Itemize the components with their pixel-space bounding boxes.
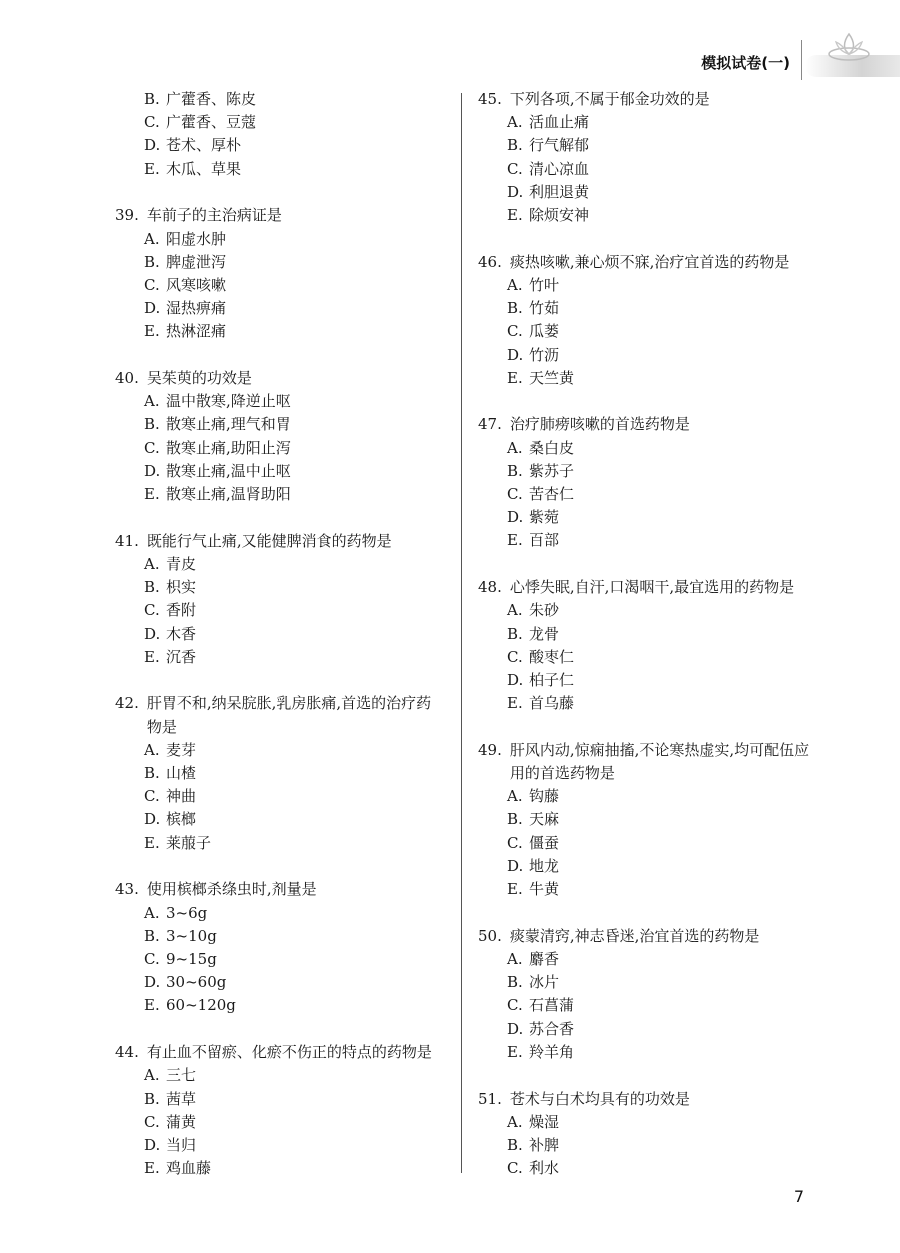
answer-option xyxy=(144,971,445,994)
question-number: 49. xyxy=(478,740,502,759)
option-text: 山楂 xyxy=(166,764,197,783)
answer-option xyxy=(507,1041,813,1064)
answer-option xyxy=(144,553,445,576)
answer-option xyxy=(507,623,813,646)
answer-option xyxy=(144,251,445,274)
question-item xyxy=(478,413,813,552)
option-list xyxy=(144,739,445,855)
question-number: 48. xyxy=(478,578,502,597)
option-label: C. xyxy=(507,159,523,178)
question-text: 肝风内动,惊痫抽搐,不论寒热虚实,均可配伍应用的首选药物是 xyxy=(509,740,810,783)
option-list xyxy=(507,1111,813,1181)
option-label: A. xyxy=(507,601,523,620)
option-text: 神曲 xyxy=(166,787,197,806)
question-item xyxy=(115,1041,445,1180)
option-text: 酸枣仁 xyxy=(529,647,575,666)
option-text: 龙骨 xyxy=(529,624,560,643)
lotus-logo-icon xyxy=(826,30,872,64)
answer-option xyxy=(144,785,445,808)
option-label: B. xyxy=(507,810,523,829)
answer-option xyxy=(507,529,813,552)
option-label: C. xyxy=(507,1159,523,1178)
option-text: 枳实 xyxy=(166,578,197,597)
option-text: 竹茹 xyxy=(529,299,560,318)
option-text: 广藿香、陈皮 xyxy=(166,90,257,108)
option-label: E. xyxy=(144,485,160,504)
option-text: 清心凉血 xyxy=(529,159,590,178)
option-label: C. xyxy=(144,601,160,620)
question-text: 痰蒙清窍,神志昏迷,治宜首选的药物是 xyxy=(509,926,760,945)
answer-option xyxy=(144,390,445,413)
option-label: E. xyxy=(144,322,160,341)
option-label: E. xyxy=(144,159,160,178)
option-text: 紫菀 xyxy=(529,508,560,527)
question-item xyxy=(478,88,813,227)
option-list xyxy=(144,902,445,1018)
answer-option xyxy=(507,971,813,994)
question-stem xyxy=(115,692,445,738)
question-stem xyxy=(115,878,445,901)
page-header xyxy=(0,0,900,90)
option-text: 桑白皮 xyxy=(529,438,575,457)
right-column xyxy=(478,88,813,1204)
answer-option xyxy=(144,1088,445,1111)
header-title: 模拟试卷(一) xyxy=(701,54,790,72)
option-text: 活血止痛 xyxy=(529,113,590,132)
answer-option xyxy=(144,483,445,506)
option-text: 石菖蒲 xyxy=(529,996,575,1015)
answer-option xyxy=(507,134,813,157)
option-label: B. xyxy=(144,252,160,271)
option-label: C. xyxy=(507,996,523,1015)
option-text: 60~120g xyxy=(166,996,236,1015)
option-label: D. xyxy=(144,136,161,155)
option-text: 朱砂 xyxy=(529,601,560,620)
option-text: 脾虚泄泻 xyxy=(166,252,227,271)
answer-option xyxy=(144,576,445,599)
question-38-continuation xyxy=(115,88,445,181)
option-label: A. xyxy=(507,275,523,294)
answer-option xyxy=(144,1111,445,1134)
option-label: E. xyxy=(144,1159,160,1178)
option-list xyxy=(507,599,813,715)
answer-option xyxy=(507,948,813,971)
option-text: 散寒止痛,理气和胃 xyxy=(166,415,291,434)
option-text: 青皮 xyxy=(166,554,197,573)
option-text: 紫苏子 xyxy=(529,461,575,480)
answer-option xyxy=(144,320,445,343)
option-label: B. xyxy=(507,973,523,992)
option-label: C. xyxy=(144,950,160,968)
answer-option xyxy=(507,785,813,808)
answer-option xyxy=(144,297,445,320)
option-label: B. xyxy=(507,624,523,643)
option-label: A. xyxy=(507,438,523,457)
answer-option xyxy=(507,832,813,855)
option-text: 除烦安神 xyxy=(529,206,590,225)
option-label: E. xyxy=(507,531,523,550)
answer-option xyxy=(507,111,813,134)
answer-option xyxy=(507,994,813,1017)
question-stem xyxy=(115,367,445,390)
question-item xyxy=(115,692,445,854)
option-text: 散寒止痛,温肾助阳 xyxy=(166,485,291,504)
option-label: B. xyxy=(507,299,523,318)
option-text: 莱菔子 xyxy=(166,833,212,852)
question-stem xyxy=(115,530,445,553)
option-label: B. xyxy=(144,578,160,597)
option-label: B. xyxy=(507,1135,523,1154)
option-label: D. xyxy=(507,508,524,527)
option-text: 竹叶 xyxy=(529,275,560,294)
answer-option xyxy=(507,320,813,343)
answer-option xyxy=(144,623,445,646)
option-text: 竹沥 xyxy=(529,345,560,364)
question-number: 44. xyxy=(115,1043,139,1062)
option-text: 僵蚕 xyxy=(529,833,560,852)
question-stem xyxy=(478,576,813,599)
question-number: 46. xyxy=(478,252,502,271)
answer-option xyxy=(507,692,813,715)
question-stem xyxy=(478,413,813,436)
question-text: 肝胃不和,纳呆脘胀,乳房胀痛,首选的治疗药物是 xyxy=(146,694,432,736)
option-text: 30~60g xyxy=(166,973,227,992)
option-label: A. xyxy=(144,740,160,759)
answer-option xyxy=(507,274,813,297)
option-text: 鸡血藤 xyxy=(166,1159,212,1178)
option-label: D. xyxy=(144,461,161,480)
option-label: D. xyxy=(507,856,524,875)
answer-option xyxy=(144,808,445,831)
option-text: 冰片 xyxy=(529,973,560,992)
option-text: 首乌藤 xyxy=(529,694,575,713)
option-text: 麝香 xyxy=(529,950,560,968)
option-text: 地龙 xyxy=(529,856,560,875)
option-label: B. xyxy=(144,1089,160,1108)
question-text: 心悸失眠,自汗,口渴咽干,最宜选用的药物是 xyxy=(509,578,795,597)
question-stem xyxy=(478,739,813,785)
option-label: B. xyxy=(507,136,523,155)
option-list xyxy=(144,228,445,344)
question-text: 苍术与白术均具有的功效是 xyxy=(509,1089,690,1108)
option-text: 热淋涩痛 xyxy=(166,322,227,341)
answer-option xyxy=(144,134,445,157)
option-label: B. xyxy=(144,926,160,945)
option-text: 利水 xyxy=(529,1159,560,1178)
answer-option xyxy=(507,297,813,320)
question-number: 47. xyxy=(478,415,502,434)
question-item xyxy=(478,576,813,715)
question-item xyxy=(478,739,813,901)
question-text: 既能行气止痛,又能健脾消食的药物是 xyxy=(146,531,392,550)
option-text: 茜草 xyxy=(166,1089,197,1108)
question-stem xyxy=(478,925,813,948)
option-list xyxy=(144,390,445,506)
option-text: 阳虚水肿 xyxy=(166,229,227,248)
option-text: 苏合香 xyxy=(529,1019,575,1038)
question-item xyxy=(115,530,445,669)
option-label: B. xyxy=(144,90,160,108)
option-label: A. xyxy=(144,1066,160,1085)
option-label: E. xyxy=(507,694,523,713)
answer-option xyxy=(144,994,445,1017)
question-text: 车前子的主治病证是 xyxy=(146,206,282,225)
answer-option xyxy=(507,808,813,831)
option-label: D. xyxy=(144,1135,161,1154)
question-text: 治疗肺痨咳嗽的首选药物是 xyxy=(509,415,690,434)
answer-option xyxy=(144,599,445,622)
option-label: A. xyxy=(507,113,523,132)
option-text: 9~15g xyxy=(166,950,217,968)
question-text: 使用槟榔杀绦虫时,剂量是 xyxy=(146,880,317,899)
answer-option xyxy=(507,506,813,529)
answer-option xyxy=(507,878,813,901)
option-text: 燥湿 xyxy=(529,1112,560,1131)
question-number: 40. xyxy=(115,369,139,388)
option-text: 三七 xyxy=(166,1066,197,1085)
answer-option xyxy=(144,902,445,925)
option-label: A. xyxy=(144,229,160,248)
option-label: D. xyxy=(507,670,524,689)
question-item xyxy=(478,251,813,390)
option-text: 香附 xyxy=(166,601,197,620)
option-label: E. xyxy=(144,996,160,1015)
option-label: B. xyxy=(144,764,160,783)
option-list xyxy=(144,553,445,669)
option-label: D. xyxy=(144,810,161,829)
answer-option xyxy=(144,948,445,971)
option-text: 钩藤 xyxy=(529,787,560,806)
answer-option xyxy=(507,646,813,669)
answer-option xyxy=(507,367,813,390)
option-label: C. xyxy=(144,275,160,294)
answer-option xyxy=(144,88,445,111)
question-stem xyxy=(115,1041,445,1064)
option-text: 苦杏仁 xyxy=(529,485,575,504)
option-text: 沉香 xyxy=(166,647,197,666)
answer-option xyxy=(144,158,445,181)
option-list xyxy=(507,437,813,553)
answer-option xyxy=(507,158,813,181)
answer-option xyxy=(507,599,813,622)
option-text: 天麻 xyxy=(529,810,560,829)
option-label: D. xyxy=(507,345,524,364)
option-text: 散寒止痛,温中止呕 xyxy=(166,461,291,480)
option-list xyxy=(507,274,813,390)
question-item xyxy=(115,878,445,1017)
option-text: 风寒咳嗽 xyxy=(166,275,227,294)
option-list xyxy=(507,785,813,901)
option-label: C. xyxy=(507,485,523,504)
answer-option xyxy=(144,460,445,483)
answer-option xyxy=(144,437,445,460)
option-label: A. xyxy=(144,903,160,922)
option-label: A. xyxy=(144,392,160,411)
question-text: 痰热咳嗽,兼心烦不寐,治疗宜首选的药物是 xyxy=(509,252,790,271)
answer-option xyxy=(144,274,445,297)
option-text: 柏子仁 xyxy=(529,670,575,689)
question-item xyxy=(115,367,445,506)
option-text: 温中散寒,降逆止呕 xyxy=(166,392,291,411)
answer-option xyxy=(507,669,813,692)
answer-option xyxy=(144,1157,445,1180)
answer-option xyxy=(144,1134,445,1157)
page-number: 7 xyxy=(793,1187,804,1206)
option-text: 瓜蒌 xyxy=(529,322,560,341)
answer-option xyxy=(507,460,813,483)
question-stem xyxy=(478,88,813,111)
answer-option xyxy=(507,204,813,227)
option-label: B. xyxy=(144,415,160,434)
option-text: 广藿香、豆蔻 xyxy=(166,113,257,132)
option-text: 行气解郁 xyxy=(529,136,590,155)
question-number: 41. xyxy=(115,531,139,550)
option-label: E. xyxy=(507,880,523,899)
option-text: 百部 xyxy=(529,531,560,550)
option-label: E. xyxy=(507,368,523,387)
question-text: 下列各项,不属于郁金功效的是 xyxy=(509,90,710,108)
answer-option xyxy=(507,855,813,878)
question-stem xyxy=(478,251,813,274)
option-label: C. xyxy=(144,438,160,457)
answer-option xyxy=(507,1157,813,1180)
option-label: C. xyxy=(507,647,523,666)
option-label: E. xyxy=(507,206,523,225)
option-label: D. xyxy=(507,1019,524,1038)
answer-option xyxy=(144,925,445,948)
question-stem xyxy=(115,204,445,227)
option-label: D. xyxy=(144,299,161,318)
option-label: D. xyxy=(507,182,524,201)
answer-option xyxy=(507,344,813,367)
option-list xyxy=(144,1064,445,1180)
option-label: D. xyxy=(144,973,161,992)
option-text: 当归 xyxy=(166,1135,197,1154)
option-text: 槟榔 xyxy=(166,810,197,829)
option-text: 利胆退黄 xyxy=(529,182,590,201)
header-divider xyxy=(801,40,802,80)
option-label: E. xyxy=(144,833,160,852)
question-text: 有止血不留瘀、化瘀不伤正的特点的药物是 xyxy=(146,1043,432,1062)
answer-option xyxy=(144,413,445,436)
answer-option xyxy=(144,762,445,785)
option-label: E. xyxy=(144,647,160,666)
question-number: 39. xyxy=(115,206,139,225)
option-label: C. xyxy=(507,833,523,852)
question-number: 43. xyxy=(115,880,139,899)
question-number: 50. xyxy=(478,926,502,945)
option-text: 散寒止痛,助阳止泻 xyxy=(166,438,291,457)
option-text: 木瓜、草果 xyxy=(166,159,242,178)
question-item xyxy=(478,1088,813,1181)
option-text: 蒲黄 xyxy=(166,1112,197,1131)
option-label: A. xyxy=(507,950,523,968)
option-text: 湿热痹痛 xyxy=(166,299,227,318)
answer-option xyxy=(144,832,445,855)
option-label: C. xyxy=(144,113,160,132)
column-divider xyxy=(461,93,462,1173)
option-label: D. xyxy=(144,624,161,643)
answer-option xyxy=(144,228,445,251)
option-text: 羚羊角 xyxy=(529,1042,575,1061)
question-item xyxy=(115,204,445,343)
option-label: E. xyxy=(507,1042,523,1061)
option-text: 牛黄 xyxy=(529,880,560,899)
option-text: 苍术、厚朴 xyxy=(166,136,242,155)
question-stem xyxy=(478,1088,813,1111)
option-label: C. xyxy=(507,322,523,341)
question-number: 42. xyxy=(115,694,139,713)
answer-option xyxy=(507,1018,813,1041)
option-text: 木香 xyxy=(166,624,197,643)
answer-option xyxy=(507,437,813,460)
question-item xyxy=(478,925,813,1064)
left-column xyxy=(115,88,445,1204)
option-label: A. xyxy=(507,1112,523,1131)
option-label: B. xyxy=(507,461,523,480)
answer-option xyxy=(507,483,813,506)
answer-option xyxy=(144,739,445,762)
answer-option xyxy=(507,181,813,204)
answer-option xyxy=(144,1064,445,1087)
option-label: A. xyxy=(507,787,523,806)
option-label: C. xyxy=(144,1112,160,1131)
answer-option xyxy=(507,1111,813,1134)
answer-option xyxy=(144,111,445,134)
option-label: A. xyxy=(144,554,160,573)
question-number: 51. xyxy=(478,1089,502,1108)
option-text: 麦芽 xyxy=(166,740,197,759)
question-text: 吴茱萸的功效是 xyxy=(146,369,252,388)
option-label: C. xyxy=(144,787,160,806)
question-number: 45. xyxy=(478,90,502,108)
option-text: 补脾 xyxy=(529,1135,560,1154)
option-text: 天竺黄 xyxy=(529,368,575,387)
answer-option xyxy=(144,646,445,669)
answer-option xyxy=(507,1134,813,1157)
option-text: 3~10g xyxy=(166,926,217,945)
option-list xyxy=(507,111,813,227)
option-list xyxy=(507,948,813,1064)
option-text: 3~6g xyxy=(166,903,208,922)
